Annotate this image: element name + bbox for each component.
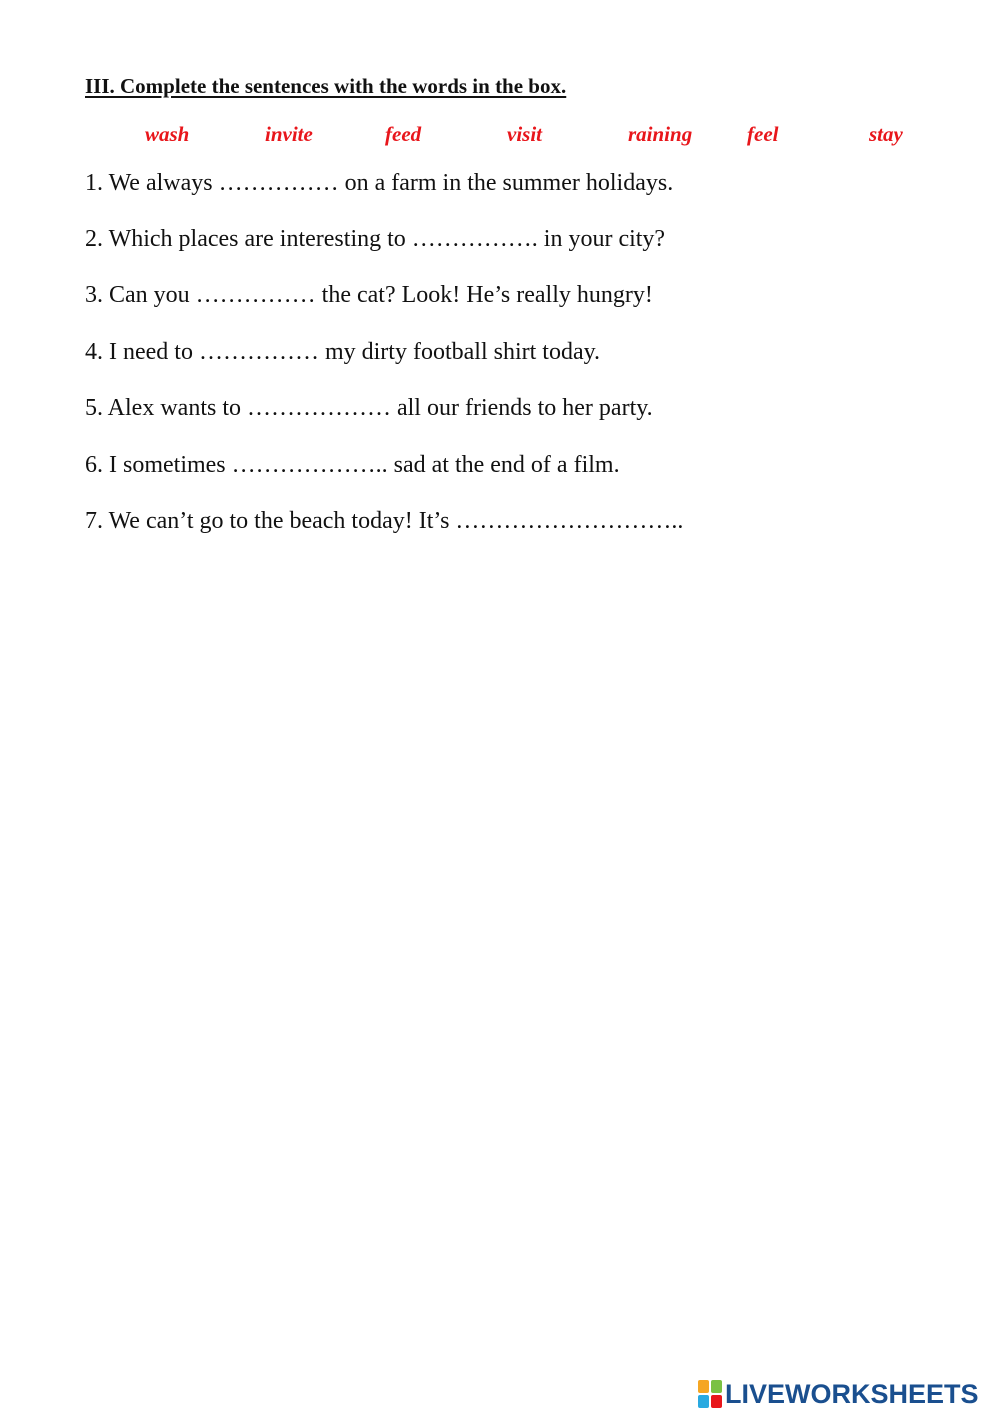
logo-tile-red [711,1395,722,1408]
word-box-item-invite: invite [265,122,313,146]
sentence-6: 6. I sometimes ……………….. sad at the end of a film. [85,452,620,478]
sentence-7: 7. We can’t go to the beach today! It’s ……………………….. [85,508,684,534]
logo-tile-orange [698,1380,709,1393]
exercise-heading: III. Complete the sentences with the words in the box. [85,74,567,98]
logo-tile-blue [698,1395,709,1408]
word-box-item-visit: visit [507,122,542,146]
word-box-item-feed: feed [385,122,422,146]
logo-tile-green [711,1380,722,1393]
sentence-2: 2. Which places are interesting to ……………. in your city? [85,226,666,252]
sentence-1: 1. We always …………… on a farm in the summer holidays. [85,170,674,196]
liveworksheets-logo-icon [698,1380,722,1408]
sentence-5: 5. Alex wants to ……………… all our friends to her party. [85,395,653,421]
sentence-4: 4. I need to …………… my dirty football shirt today. [85,339,601,365]
word-box-item-stay: stay [869,122,903,146]
sentence-3: 3. Can you …………… the cat? Look! He’s really hungry! [85,282,653,308]
logo-text: LIVEWORKSHEETS [725,1378,979,1409]
word-box-item-wash: wash [145,122,190,146]
word-box-item-raining: raining [628,122,693,146]
liveworksheets-logo [698,1378,979,1410]
word-box-item-feel: feel [747,122,779,146]
